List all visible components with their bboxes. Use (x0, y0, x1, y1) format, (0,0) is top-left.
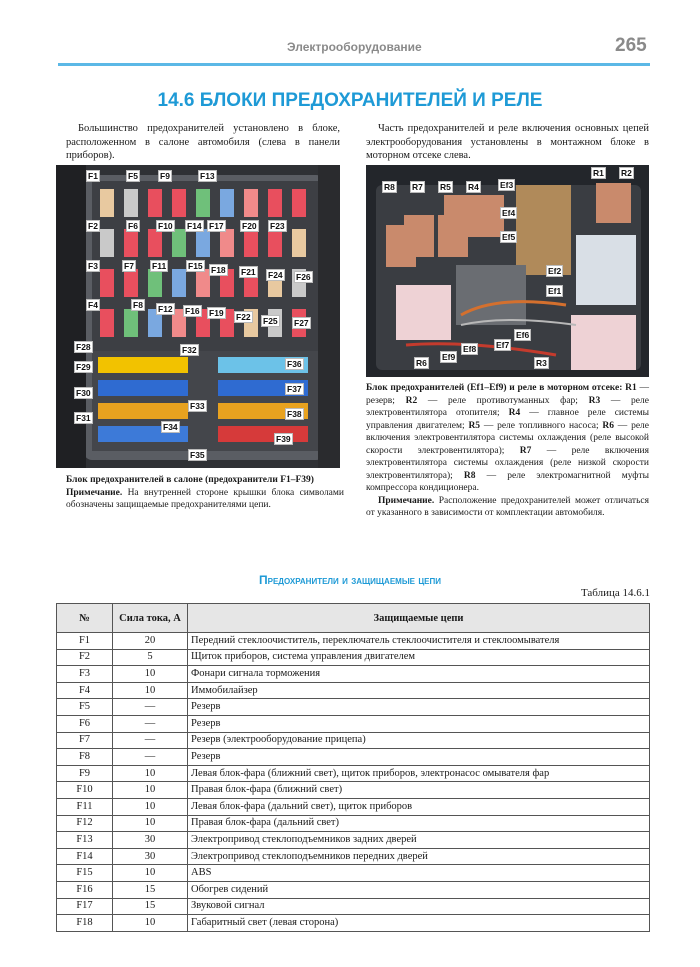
current-cell: 30 (113, 848, 188, 865)
circuit-cell: Резерв (электрооборудование прицепа) (188, 732, 650, 749)
fuse-label: F3 (88, 261, 98, 271)
fuse-shape (244, 189, 258, 217)
fuse-shape (196, 189, 210, 217)
table-row (57, 798, 650, 815)
relay-fuse-label: R1 (593, 168, 604, 178)
engine-block-caption (366, 382, 649, 520)
fuse-id-cell: F15 (57, 865, 113, 882)
relay-fuse-label: Ef3 (500, 180, 514, 190)
table-row (57, 865, 650, 882)
relay-description: — реле топливного насоса; (480, 420, 603, 431)
header-current: Сила тока, А (113, 604, 188, 633)
fuse-id-cell: F4 (57, 682, 113, 699)
table-title: Предохранители и защищаемые цепи (259, 573, 441, 587)
fuse-shape (292, 189, 306, 217)
fuse-label: F1 (88, 171, 98, 181)
current-cell: 5 (113, 649, 188, 666)
maxi-fuse-shape (98, 380, 188, 396)
relay-fuse-label: R5 (440, 182, 451, 192)
current-cell: 10 (113, 782, 188, 799)
fuse-label: F8 (133, 300, 143, 310)
circuit-cell: Электропривод стеклоподъемников передних дверей (188, 848, 650, 865)
fuse-shape (100, 229, 114, 257)
relay-key: R4 (508, 408, 521, 418)
circuit-cell: Правая блок-фара (ближний свет) (188, 782, 650, 799)
relay-fuse-label: Ef5 (502, 232, 516, 242)
table-row (57, 848, 650, 865)
table-row (57, 782, 650, 799)
circuit-cell: Резерв (188, 699, 650, 716)
engine-fuse-relay-block-photo (366, 165, 649, 377)
fuse-shape (100, 269, 114, 297)
cabin-fuse-block-photo (56, 165, 340, 468)
fuse-shape (268, 189, 282, 217)
fuse-id-cell: F10 (57, 782, 113, 799)
fuse-label: F38 (287, 409, 302, 419)
fuse-shape (268, 229, 282, 257)
relay-key: R3 (588, 395, 601, 406)
fuse-id-cell: F9 (57, 765, 113, 782)
fuse-id-cell: F17 (57, 898, 113, 915)
fuse-label: F24 (268, 270, 283, 280)
fuse-label: F30 (76, 388, 91, 398)
relay-description: — реле электровентилятора отопителя; (366, 395, 649, 418)
fuse-shape (148, 189, 162, 217)
table-row (57, 815, 650, 832)
fuse-shape (148, 269, 162, 297)
relay-fuse-label: R3 (536, 358, 547, 368)
fuse-label: F4 (88, 300, 98, 310)
circuit-cell: Правая блок-фара (дальний свет) (188, 815, 650, 832)
circuit-cell: ABS (188, 865, 650, 882)
fuse-table (56, 603, 650, 932)
table-row (57, 732, 650, 749)
table-header-row (57, 604, 650, 633)
table-row (57, 715, 650, 732)
fuse-id-cell: F13 (57, 832, 113, 849)
header-number: № (57, 604, 113, 633)
current-cell: 10 (113, 666, 188, 683)
maxi-fuse-shape (98, 403, 188, 419)
relay-fuse-label: Ef7 (496, 340, 510, 350)
circuit-cell: Звуковой сигнал (188, 898, 650, 915)
relay-fuse-label: Ef1 (548, 286, 562, 296)
fuse-label: F23 (270, 221, 285, 231)
fuse-label: F18 (211, 265, 226, 275)
fuse-shape (124, 309, 138, 337)
caption-right-note-label: Примечание. (378, 495, 435, 506)
fuse-label: F29 (76, 362, 91, 372)
fuse-shape (100, 189, 114, 217)
table-row (57, 666, 650, 683)
fuse-label: F34 (163, 422, 178, 432)
caption-right-title: Блок предохранителей (Ef1–Ef9) и реле в моторном отсеке: (366, 383, 623, 393)
fuse-shape (124, 269, 138, 297)
fuse-shape (124, 189, 138, 217)
caption-left-note-label: Примечание. (66, 487, 123, 498)
current-cell: — (113, 715, 188, 732)
caption-right-note: Расположение предохранителей может отличаться от указанного в зависимости от комплектации автомобиля. (366, 495, 649, 518)
circuit-cell: Левая блок-фара (ближний свет), щиток приборов, электронасос омывателя фар (188, 765, 650, 782)
current-cell: 10 (113, 682, 188, 699)
relay-key: R7 (519, 445, 532, 456)
fuse-shape (172, 269, 186, 297)
fuse-id-cell: F11 (57, 798, 113, 815)
table-row (57, 749, 650, 766)
fuse-label: F19 (209, 308, 224, 318)
circuit-cell: Щиток приборов, система управления двигателем (188, 649, 650, 666)
fuse-label: F27 (294, 318, 309, 328)
intro-left-paragraph: Большинство предохранителей установлено в блоке, расположенном в салоне автомобиля (слева в панели приборов). (66, 123, 340, 161)
section-title: 14.6 БЛОКИ ПРЕДОХРАНИТЕЛЕЙ И РЕЛЕ (157, 90, 543, 111)
fuse-label: F39 (276, 434, 291, 444)
maxi-fuse-shape (218, 426, 308, 442)
fuse-shape (124, 229, 138, 257)
fuse-label: F7 (124, 261, 134, 271)
circuit-cell: Иммобилайзер (188, 682, 650, 699)
fuse-label: F33 (190, 401, 205, 411)
relay-fuse-label: R6 (416, 358, 427, 368)
fuse-shape (100, 309, 114, 337)
table-row (57, 881, 650, 898)
relay-fuse-label: R7 (412, 182, 423, 192)
circuit-cell: Резерв (188, 749, 650, 766)
fuse-label: F25 (263, 316, 278, 326)
relay-key: R8 (463, 470, 476, 481)
fuse-label: F35 (190, 450, 205, 460)
fuse-shape (196, 229, 210, 257)
relay-description: — реле противотуманных фар; (417, 395, 589, 406)
relay-description: — главное реле системы управления двигателем; (366, 408, 649, 431)
relay-key: R6 (602, 420, 615, 431)
table-row (57, 682, 650, 699)
fuse-label: F6 (128, 221, 138, 231)
fuse-label: F10 (158, 221, 173, 231)
table-row (57, 633, 650, 650)
fuse-label: F22 (236, 312, 251, 322)
fuse-label: F11 (152, 261, 167, 271)
fuse-shape (220, 229, 234, 257)
fuse-label: F2 (88, 221, 98, 231)
fuse-id-cell: F8 (57, 749, 113, 766)
relay-fuse-label: R8 (384, 182, 395, 192)
fuse-label: F37 (287, 384, 302, 394)
fuse-id-cell: F12 (57, 815, 113, 832)
fuse-id-cell: F5 (57, 699, 113, 716)
fuse-label: F32 (182, 345, 197, 355)
table-row (57, 832, 650, 849)
circuit-cell: Резерв (188, 715, 650, 732)
fuse-id-cell: F18 (57, 915, 113, 932)
fuse-id-cell: F6 (57, 715, 113, 732)
fuse-shape (172, 229, 186, 257)
relay-fuse-label: Ef9 (442, 352, 456, 362)
fuse-label: F21 (241, 267, 256, 277)
fuse-label: F12 (158, 304, 173, 314)
relay-description: — реле включения электровентилятора системы охлаждения (реле высокой скорости электровентилятора); (366, 420, 649, 456)
table-row (57, 898, 650, 915)
fuse-label: F16 (185, 306, 200, 316)
fuse-label: F17 (209, 221, 224, 231)
relay-key: R5 (468, 420, 481, 431)
fuse-label: F13 (200, 171, 215, 181)
cabin-block-caption (66, 474, 344, 512)
fuse-label: F28 (76, 342, 91, 352)
header-rule (58, 63, 650, 66)
caption-left-note: На внутренней стороне крышки блока символами обозначены защищаемые предохранителями цепи. (66, 487, 344, 510)
caption-left-title: Блок предохранителей в салоне (предохранители F1–F39) (66, 475, 314, 485)
relay-description: — реле электромагнитной муфты компрессора кондиционера. (366, 470, 649, 493)
current-cell: — (113, 749, 188, 766)
fuse-label: F15 (188, 261, 203, 271)
fuse-label: F9 (160, 171, 170, 181)
current-cell: 10 (113, 865, 188, 882)
table-row (57, 915, 650, 932)
current-cell: 10 (113, 915, 188, 932)
circuit-cell: Габаритный свет (левая сторона) (188, 915, 650, 932)
current-cell: 15 (113, 881, 188, 898)
current-cell: 10 (113, 798, 188, 815)
circuit-cell: Электропривод стеклоподъемников задних дверей (188, 832, 650, 849)
relay-fuse-label: Ef4 (502, 208, 516, 218)
fuse-shape (244, 229, 258, 257)
fuse-id-cell: F7 (57, 732, 113, 749)
fuse-label: F14 (187, 221, 202, 231)
table-number: Таблица 14.6.1 (580, 587, 650, 599)
circuit-cell: Фонари сигнала торможения (188, 666, 650, 683)
relay-fuse-label: R2 (621, 168, 632, 178)
fuse-label: F5 (128, 171, 138, 181)
fuse-shape (220, 189, 234, 217)
current-cell: 30 (113, 832, 188, 849)
fuse-label: F20 (242, 221, 257, 231)
relay-fuse-label: Ef6 (516, 330, 530, 340)
table-row (57, 765, 650, 782)
current-cell: — (113, 732, 188, 749)
circuit-cell: Передний стеклоочиститель, переключатель стеклоочистителя и стеклоомывателя (188, 633, 650, 650)
fuse-label: F36 (287, 359, 302, 369)
fuse-shape (148, 229, 162, 257)
intro-right-paragraph: Часть предохранителей и реле включения основных цепей электрооборудования установлены в монтажном блоке в моторном отсеке слева. (366, 123, 649, 161)
table-row (57, 649, 650, 666)
current-cell: — (113, 699, 188, 716)
relay-description: — резерв; (366, 383, 650, 406)
fuse-shape (196, 269, 210, 297)
fuse-id-cell: F1 (57, 633, 113, 650)
circuit-cell: Обогрев сидений (188, 881, 650, 898)
current-cell: 10 (113, 815, 188, 832)
fuse-id-cell: F2 (57, 649, 113, 666)
relay-description: — реле включения электровентилятора системы охлаждения (реле низкой скорости электровентилятора); (366, 445, 649, 481)
fuse-label: F31 (76, 413, 91, 423)
fuse-id-cell: F3 (57, 666, 113, 683)
fuse-id-cell: F16 (57, 881, 113, 898)
relay-fuse-label: Ef8 (463, 344, 477, 354)
fuse-shape (292, 229, 306, 257)
current-cell: 20 (113, 633, 188, 650)
page-number: 265 (615, 35, 647, 56)
relay-fuse-label: Ef2 (548, 266, 562, 276)
circuit-cell: Левая блок-фара (дальний свет), щиток приборов (188, 798, 650, 815)
current-cell: 10 (113, 765, 188, 782)
fuse-shape (172, 189, 186, 217)
relay-key: R1 (625, 383, 637, 393)
running-header-section: Электрооборудование (287, 40, 422, 54)
current-cell: 15 (113, 898, 188, 915)
header-circuits: Защищаемые цепи (188, 604, 650, 633)
relay-fuse-label: R4 (468, 182, 479, 192)
fuse-id-cell: F14 (57, 848, 113, 865)
relay-key: R2 (405, 395, 418, 406)
table-row (57, 699, 650, 716)
fuse-label: F26 (296, 272, 311, 282)
maxi-fuse-shape (98, 357, 188, 373)
